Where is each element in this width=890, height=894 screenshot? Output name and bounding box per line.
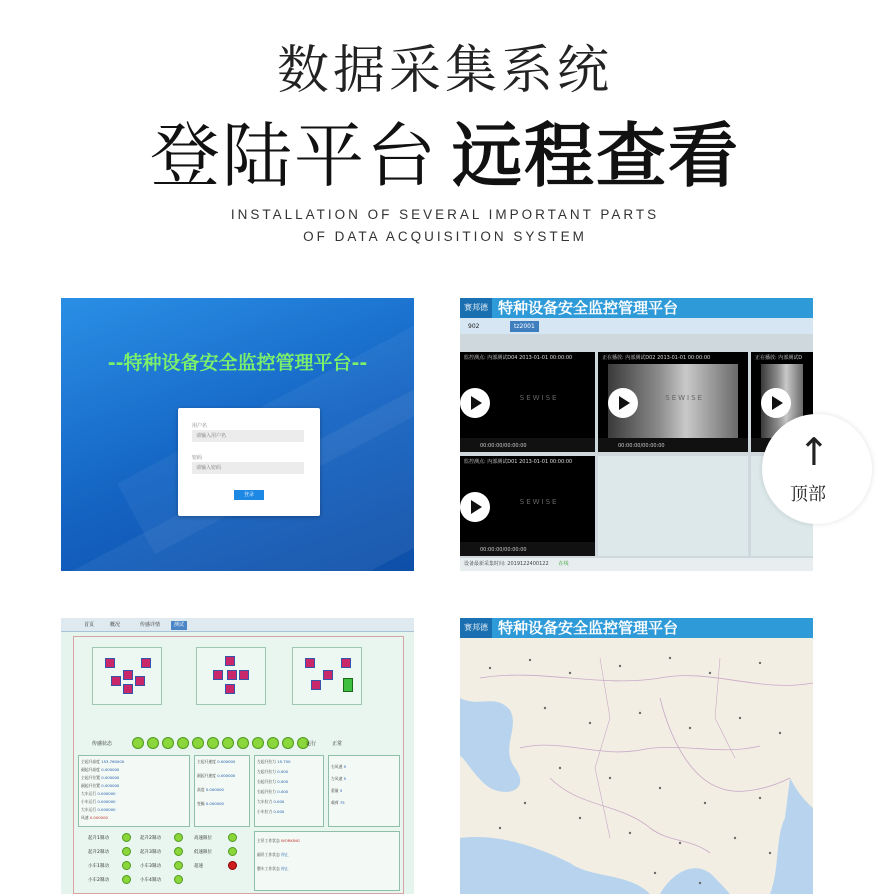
status-indicator <box>252 737 264 749</box>
dashboard-frame <box>73 636 404 894</box>
platform-title: 特种设备安全监控管理平台 <box>498 619 679 637</box>
table-row <box>331 776 346 782</box>
data-table <box>254 755 324 827</box>
row-key: 小车拉力 <box>257 809 273 814</box>
sensor-marker <box>123 684 133 694</box>
map-canvas[interactable] <box>460 638 813 894</box>
row-key: 左风速 <box>331 776 343 781</box>
tab-902[interactable]: 902 <box>468 323 480 330</box>
video-date: 2013-01-01 00:00:00 <box>519 459 573 465</box>
row-key: 副起升高度 <box>81 767 100 772</box>
video-caption <box>464 354 591 361</box>
table-row <box>197 787 224 793</box>
limit-label: 低速限位 <box>194 850 212 855</box>
field-label: 运行 <box>306 741 317 747</box>
row-value: 0.000000 <box>97 799 116 804</box>
table-row <box>197 801 224 807</box>
login-button[interactable]: 登录 <box>234 490 264 500</box>
status-indicator <box>207 737 219 749</box>
sensor-marker <box>341 658 351 668</box>
row-key: 整车工作状态 <box>257 866 280 871</box>
sensor-marker <box>239 670 249 680</box>
brake-label: 小车4制动 <box>140 878 161 883</box>
status-indicator <box>122 833 131 842</box>
sensor-marker <box>123 670 133 680</box>
row-value: 153.760000 <box>101 759 125 764</box>
sensor-marker <box>305 658 315 668</box>
row-value: 5 <box>339 788 343 793</box>
username-input[interactable] <box>192 430 304 442</box>
row-value: 0.000000 <box>97 807 116 812</box>
brake-label: 起升2制动 <box>140 836 161 841</box>
row-key: 右起升拉力 <box>257 779 276 784</box>
row-value: 0.000000 <box>101 767 120 772</box>
table-row <box>197 759 235 765</box>
sensor-marker <box>213 670 223 680</box>
row-key: 副起升速度 <box>197 773 216 778</box>
status-indicator <box>122 861 131 870</box>
table-row <box>81 807 116 813</box>
row-value: 0.000000 <box>217 759 236 764</box>
video-watermark: SEWISE <box>519 498 559 506</box>
status-indicator <box>228 833 237 842</box>
back-to-top-label: 顶部 <box>790 484 826 505</box>
brake-label: 小车1制动 <box>88 864 109 869</box>
row-key: 副起升位置 <box>81 783 100 788</box>
status-indicator <box>174 875 183 884</box>
video-tile[interactable] <box>460 352 595 452</box>
row-value: 0.000000 <box>205 801 224 806</box>
table-row <box>257 809 284 815</box>
map-screenshot <box>460 618 813 894</box>
sensor-marker <box>225 684 235 694</box>
status-indicator <box>162 737 174 749</box>
tab-bar <box>460 318 813 334</box>
row-value: 0.000 <box>277 779 289 784</box>
table-row <box>257 838 300 844</box>
sensor-dashboard-screenshot <box>61 618 414 894</box>
table-row <box>257 759 291 765</box>
video-caption-text: 监控测点: 内部测试D01 <box>464 459 518 465</box>
video-grid <box>460 334 813 558</box>
login-platform-title: --特种设备安全监控管理平台-- <box>107 352 368 374</box>
row-value: 15.750 <box>277 759 291 764</box>
tab-bar <box>61 618 414 632</box>
row-key: 左起升拉力 <box>257 769 276 774</box>
row-value: 5 <box>343 764 347 769</box>
status-indicator <box>228 847 237 856</box>
limit-label: 高速限位 <box>194 836 212 841</box>
video-timecode: 00:00:00/00:00:00 <box>480 547 527 553</box>
tab-home[interactable]: 首页 <box>84 622 95 628</box>
video-monitor-screenshot <box>460 298 813 571</box>
password-input[interactable] <box>192 462 304 474</box>
status-indicator <box>174 833 183 842</box>
status-indicator <box>267 737 279 749</box>
table-row <box>81 775 119 781</box>
table-row <box>81 791 116 797</box>
platform-header <box>460 618 813 638</box>
row-value: 停止 <box>281 866 289 871</box>
row-key: 大车运行 <box>81 807 97 812</box>
brand-logo: 赛邦德 <box>460 298 492 318</box>
video-date: 2013-01-01 00:00:00 <box>657 355 711 361</box>
table-row <box>331 800 345 806</box>
headline-light-part: 登陆平台 <box>150 115 438 197</box>
row-key: 大车运行 <box>81 791 97 796</box>
sensor-marker <box>227 670 237 680</box>
row-value: 0.000000 <box>101 775 120 780</box>
video-timecode: 00:00:00/00:00:00 <box>480 443 527 449</box>
play-icon[interactable] <box>460 388 490 418</box>
status-indicator <box>132 737 144 749</box>
row-key: 高度 <box>197 787 205 792</box>
video-watermark: SEWISE <box>519 394 559 402</box>
table-row <box>81 799 116 805</box>
tab-overview[interactable]: 概况 <box>110 622 121 628</box>
video-caption-text: 正在播放: 内部测试D <box>755 355 803 361</box>
sensor-marker <box>135 676 145 686</box>
english-subtitle <box>0 204 890 248</box>
video-caption-text: 监控测点: 内部测试D04 <box>464 355 518 361</box>
table-row <box>81 783 119 789</box>
data-table <box>328 755 400 827</box>
row-value: 5 <box>343 776 347 781</box>
video-tile[interactable] <box>460 456 595 556</box>
brand-logo: 赛邦德 <box>460 618 492 638</box>
password-label: 密码 <box>192 455 203 461</box>
row-value: 0.000 <box>277 789 289 794</box>
tab-test[interactable]: 测试 <box>171 621 187 630</box>
work-status-table <box>254 831 400 891</box>
empty-video-slot <box>598 456 748 556</box>
video-watermark: SEWISE <box>665 394 704 402</box>
back-to-top-button[interactable] <box>762 414 872 524</box>
status-indicator <box>122 875 131 884</box>
platform-title: 特种设备安全监控管理平台 <box>498 299 679 317</box>
row-value: 0.000000 <box>97 791 116 796</box>
data-table <box>78 755 190 827</box>
subtitle-line-2: OF DATA ACQUISITION SYSTEM <box>303 229 587 244</box>
sensor-marker <box>105 658 115 668</box>
row-key: 副吊工作状态 <box>257 852 280 857</box>
table-row <box>257 789 288 795</box>
row-value: 75 <box>339 800 345 805</box>
row-value: 0.000 <box>277 769 289 774</box>
status-indicator <box>147 737 159 749</box>
video-tile[interactable] <box>598 352 748 452</box>
field-label: 正常 <box>332 741 343 747</box>
row-key: 载荷 <box>331 800 339 805</box>
table-row <box>257 799 284 805</box>
table-row <box>257 866 289 872</box>
username-label: 用户名 <box>192 423 208 429</box>
status-indicator <box>222 737 234 749</box>
headline-title: 数据采集系统 <box>276 41 613 101</box>
alarm-indicator <box>228 861 237 870</box>
row-value: 0.000000 <box>101 783 120 788</box>
row-value: 停止 <box>281 852 289 857</box>
arrow-up-icon: ↑ <box>798 430 830 474</box>
brake-label: 起升2制动 <box>88 850 109 855</box>
play-icon[interactable] <box>460 492 490 522</box>
sensor-marker <box>323 670 333 680</box>
row-key: 变幅 <box>197 801 205 806</box>
status-bar <box>460 558 813 571</box>
status-text: 设备最新采集时间: 2019122400122 <box>464 561 549 567</box>
row-key: 风速 <box>81 815 89 820</box>
login-form <box>178 408 320 516</box>
table-row <box>331 764 346 770</box>
crane-diagram <box>92 647 162 705</box>
video-timecode: 00:00:00/00:00:00 <box>618 443 665 449</box>
play-icon[interactable] <box>608 388 638 418</box>
row-value: 0.000 <box>273 799 285 804</box>
table-row <box>81 815 108 821</box>
status-indicator <box>282 737 294 749</box>
subtitle-line-1: INSTALLATION OF SEVERAL IMPORTANT PARTS <box>230 207 660 222</box>
row-key: 右起升拉力 <box>257 789 276 794</box>
tab-sensor-detail[interactable]: 传感详情 <box>140 622 161 628</box>
headline-subtitle <box>0 100 890 201</box>
row-value: 0.000000 <box>205 787 224 792</box>
row-key: 右风速 <box>331 764 343 769</box>
status-indicator <box>174 861 183 870</box>
table-row <box>257 852 289 858</box>
table-row <box>257 779 288 785</box>
brake-label: 起升1制动 <box>88 836 109 841</box>
platform-header <box>460 298 813 318</box>
table-row <box>197 773 235 779</box>
online-status: 在线 <box>558 561 569 567</box>
sensor-section-label: 传感状态 <box>92 741 113 747</box>
row-key: 主起升位置 <box>81 775 100 780</box>
sensor-marker <box>141 658 151 668</box>
sensor-marker <box>225 656 235 666</box>
status-indicator <box>177 737 189 749</box>
row-key: 左起升拉力 <box>257 759 276 764</box>
status-indicator <box>122 847 131 856</box>
status-indicator <box>237 737 249 749</box>
video-date: 2013-01-01 00:00:00 <box>519 355 573 361</box>
row-value: 0.000000 <box>89 815 108 820</box>
video-caption-text: 正在播放: 内部测试D02 <box>602 355 656 361</box>
brake-label: 起升3制动 <box>140 850 161 855</box>
status-indicator <box>192 737 204 749</box>
table-row <box>331 788 342 794</box>
sensor-marker <box>311 680 321 690</box>
sensor-marker <box>343 678 353 692</box>
row-key: 大车拉力 <box>257 799 273 804</box>
row-value: 0.000000 <box>217 773 236 778</box>
row-key: 主起升速度 <box>197 759 216 764</box>
data-table <box>194 755 250 827</box>
limit-label: 超速 <box>194 864 203 869</box>
row-key: 重量 <box>331 788 339 793</box>
brake-label: 小车2制动 <box>88 878 109 883</box>
table-row <box>81 767 119 773</box>
status-indicator <box>174 847 183 856</box>
video-caption <box>602 354 744 361</box>
row-key: 主吊工作状态 <box>257 838 280 843</box>
table-row <box>257 769 288 775</box>
headline-bold-part: 远程查看 <box>452 115 740 197</box>
crane-diagram <box>196 647 266 705</box>
row-key: 主起升高度 <box>81 759 100 764</box>
brake-label: 小车3制动 <box>140 864 161 869</box>
login-screenshot <box>61 298 414 571</box>
crane-diagram <box>292 647 362 705</box>
row-value: WORKING <box>281 838 300 843</box>
row-value: 0.000 <box>273 809 285 814</box>
table-row <box>81 759 124 765</box>
tab-tz2001[interactable]: tz2001 <box>510 321 539 332</box>
video-caption <box>464 458 591 465</box>
row-key: 小车运行 <box>81 799 97 804</box>
play-icon[interactable] <box>761 388 791 418</box>
sensor-marker <box>111 676 121 686</box>
